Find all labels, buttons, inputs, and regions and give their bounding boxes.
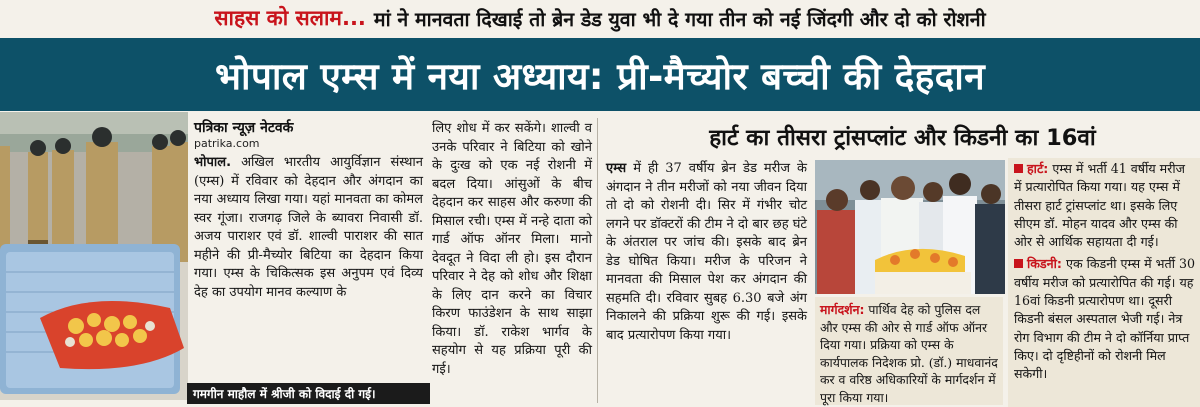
- headline-banner: [0, 38, 1200, 111]
- heart-item: [1014, 160, 1196, 251]
- guidance-label: मार्गदर्शन:: [820, 302, 865, 317]
- byline-name: पत्रिका न्यूज़ नेटवर्क: [194, 120, 294, 136]
- story2-subhead: हार्ट का तीसरा ट्रांसप्लांट और किडनी का 16वां: [709, 124, 1096, 151]
- heart-label: हार्ट:: [1027, 161, 1049, 176]
- kicker-headline: मां ने मानवता दिखाई तो ब्रेन डेड युवा भी दे गया तीन को नई जिंदगी और दो को रोशनी: [373, 7, 986, 31]
- square-bullet-icon: [1014, 164, 1023, 173]
- organ-details-box: [1008, 158, 1200, 407]
- kidney-item: [1014, 255, 1196, 383]
- kicker: साहस को सलाम...: [214, 6, 366, 30]
- story2-column: [606, 160, 807, 345]
- headline-title: भोपाल एम्स में नया अध्याय: प्री-मैच्योर बच्ची की देहदान: [215, 55, 985, 98]
- kicker-row: [0, 0, 1200, 36]
- photo-officials-tribute-image: [815, 160, 1005, 294]
- kidney-label: किडनी:: [1027, 256, 1062, 272]
- story2-text: में ही 37 वर्षीय ब्रेन डेड मरीज के अंगदान ने तीन मरीजों को नया जीवन दिया तो दो को रोशनी दी। सिर में गंभीर चोट लगने पर डॉक्टरों की टीम ने दो बार छह घंटे के अंतराल पर जांच की। इसके बाद ब्रेन डेड घोषित किया। मरीज के परिजन ने मानवता की मिसाल पेश कर अंगदान की सहमति दी। रविवार सुबह 6.30 बजे अंग निकालने की प्रक्रिया शुरू की गई। इसके बाद प्रत्यारोपण किया गया।: [606, 161, 807, 343]
- byline: [194, 119, 419, 151]
- square-bullet-icon: [1014, 259, 1023, 268]
- story2-lead: एम्स: [606, 161, 627, 176]
- story1-column-1: [194, 154, 423, 302]
- photo-caption: गमगीन माहौल में श्रीजी को विदाई दी गई।: [187, 383, 430, 404]
- story1-text-part2: लिए शोध में कर सकेंगे। शाल्वी व उनके परिवार ने बिटिया को खोने के दुःख को एक नई रोशनी में बदल दिया। आंसुओं के बीच देहदान कर साहस और करुणा की मिसाल रची। एम्स में नन्हे दाता को गार्ड ऑफ ऑनर मिला। मानो देवदूत ने विदा ली हो। इस दौरान परिवार ने देह को शोध और शिक्षा के लिए दान करने का विचार किरण फाउंडेशन के साथ साझा किया। डॉ. राकेश भार्गव के सहयोग से यह प्रक्रिया पूरी की गई।: [432, 121, 592, 377]
- photo-officials-tribute: [815, 160, 1005, 294]
- photo-guard-of-honour-image: [0, 112, 188, 400]
- byline-site: patrika.com: [194, 137, 260, 150]
- story1-column-2: [432, 120, 592, 379]
- guidance-text: पार्थिव देह को पुलिस दल और एम्स की ओर से गार्ड ऑफ ऑनर दिया गया। प्रक्रिया को एम्स के कार्यपालक निदेशक प्रो. (डॉ.) माधवानंद कर व वरिष्ठ अधिकारियों के मार्गदर्शन में पूरा किया गया।: [820, 302, 998, 405]
- guidance-box: [815, 297, 1003, 405]
- story1-text-part1: अखिल भारतीय आयुर्विज्ञान संस्थान (एम्स) में रविवार को देहदान और अंगदान का नया अध्याय लिखा गया। यहां मानवता का कोमल स्वर गूंजा। राजगढ़ जिले के ब्यावरा निवासी डॉ. अजय पाराशर एवं डॉ. शाल्वी पाराशर की सात महीने की प्री-मैच्योर बिटिया का देहदान किया गया। एम्स के चिकित्सक इस अनुपम एवं दिव्य देह का उपयोग मानव कल्याण के: [194, 155, 423, 300]
- column-divider: [597, 118, 598, 403]
- kidney-text: एक किडनी एम्स में भर्ती 30 वर्षीय मरीज को प्रत्यारोपित की गई। यह 16वां किडनी प्रत्यारोपण था। दूसरी किडनी बंसल अस्पताल भेजी गई। नेत्र रोग विभाग की टीम ने दो कॉर्निया प्राप्त किए। दो दृष्टिहीनों को रोशनी मिल सकेगी।: [1014, 256, 1195, 382]
- dateline: भोपाल.: [194, 155, 232, 170]
- heart-text: एम्स में भर्ती 41 वर्षीय मरीज में प्रत्यारोपित किया गया। यह एम्स में तीसरा हार्ट ट्रांसप्लांट था। इसके लिए सीएम डॉ. मोहन यादव और एम्स की ओर से आर्थिक सहायता दी गई।: [1014, 161, 1185, 250]
- photo-guard-of-honour: [0, 112, 188, 400]
